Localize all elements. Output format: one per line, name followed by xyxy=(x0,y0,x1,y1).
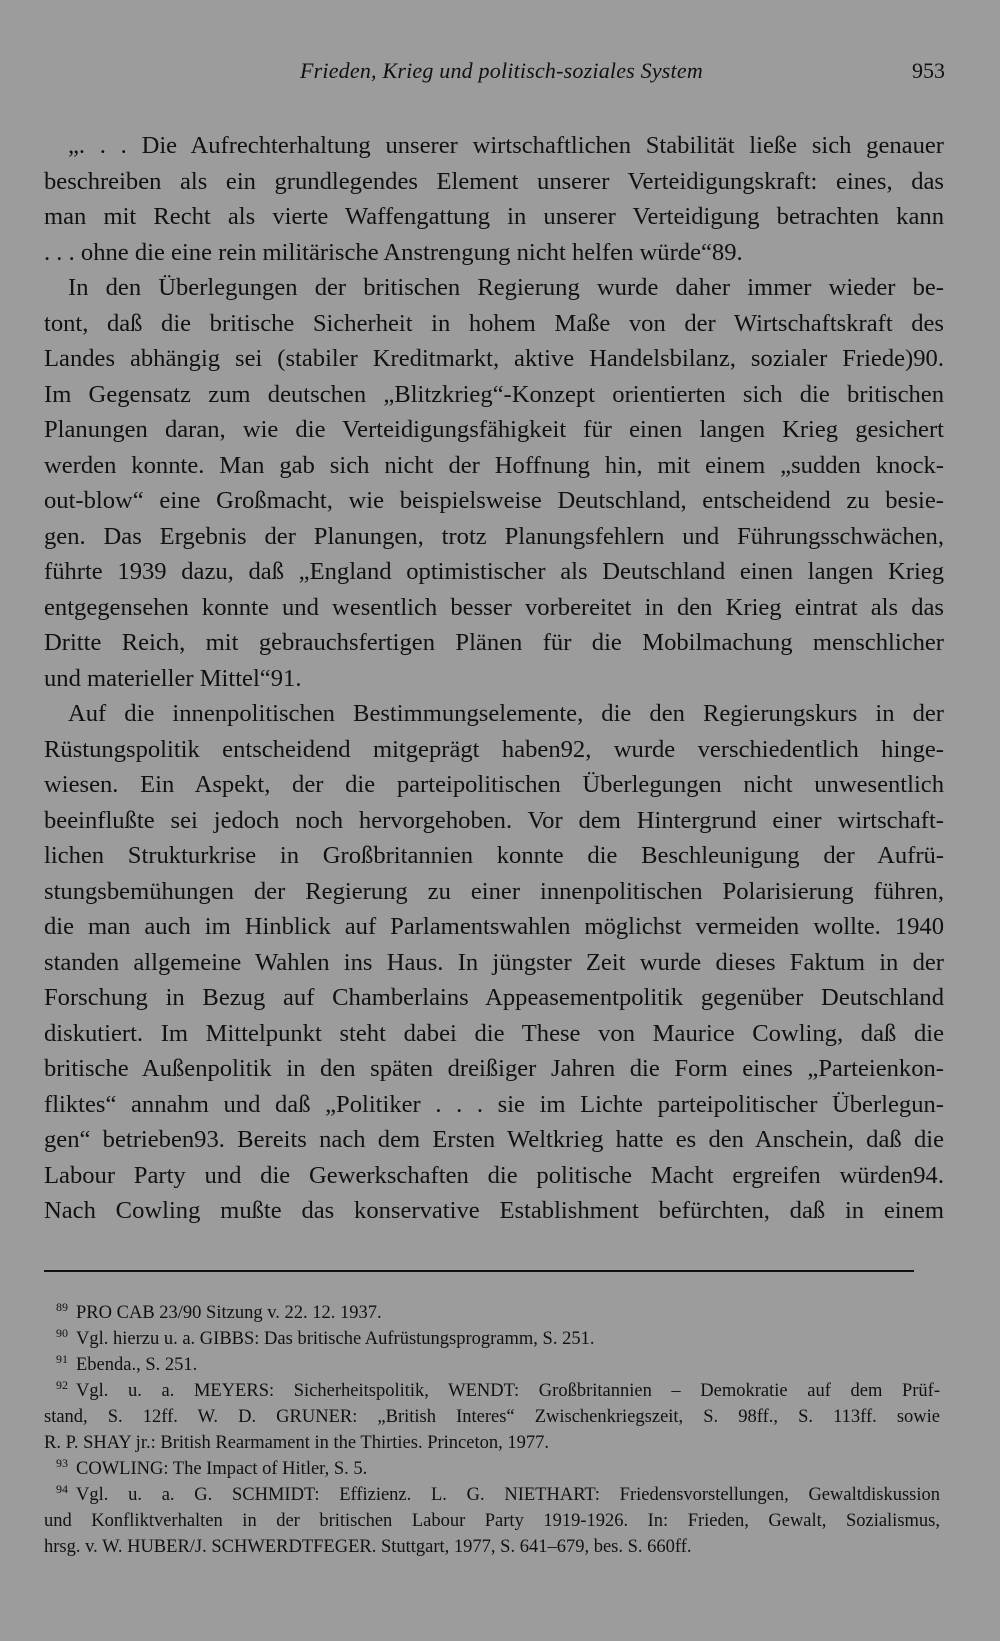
footnote-text: COWLING: The Impact of Hitler, S. 5. xyxy=(76,1459,368,1479)
text-line: gen“ betrieben93. Bereits nach dem Ersten Weltkrieg hatte es den Anschein, daß die xyxy=(44,1126,944,1153)
footnote-text: PRO CAB 23/90 Sitzung v. 22. 12. 1937. xyxy=(76,1303,382,1323)
text-line: standen allgemeine Wahlen ins Haus. In jüngster Zeit wurde dieses Faktum in der xyxy=(44,948,944,976)
text-line: Im Gegensatz zum deutschen „Blitzkrieg“-Konzept orientierten sich die britischen xyxy=(44,380,944,408)
text-line: stungsbemühungen der Regierung zu einer innenpolitischen Polarisierung führen, xyxy=(44,877,944,905)
footnote-line xyxy=(44,1430,940,1456)
text-line: Forschung in Bezug auf Chamberlains Appeasementpolitik gegenüber Deutschland xyxy=(44,984,944,1011)
text-line: „. . . Die Aufrechterhaltung unserer wirtschaftlichen Stabilität ließe sich genauer xyxy=(68,132,944,159)
footnote-text: R. P. SHAY jr.: British Rearmament in the Thirties. Princeton, 1977. xyxy=(44,1433,549,1453)
footnote-text: Ebenda., S. 251. xyxy=(76,1355,198,1375)
text-line: die man auch im Hinblick auf Parlamentswahlen möglichst vermeiden wollte. 1940 xyxy=(44,913,944,940)
running-head xyxy=(0,58,1000,98)
footnote-line xyxy=(44,1378,940,1404)
text-line: führte 1939 dazu, daß „England optimistischer als Deutschland einen langen Krieg xyxy=(44,558,944,585)
text-line: werden konnte. Man gab sich nicht der Hoffnung hin, mit einem „sudden knock- xyxy=(44,451,944,479)
text-line: Auf die innenpolitischen Bestimmungselemente, die den Regierungskurs in der xyxy=(68,700,944,727)
text-line: diskutiert. Im Mittelpunkt steht dabei die These von Maurice Cowling, daß die xyxy=(44,1019,944,1047)
text-line: Planungen daran, wie die Verteidigungsfähigkeit für einen langen Krieg gesichert xyxy=(44,416,944,443)
text-line: Landes abhängig sei (stabiler Kreditmarkt, aktive Handelsbilanz, sozialer Friede)90. xyxy=(44,345,944,372)
text-line: und materieller Mittel“91. xyxy=(44,664,302,692)
footnote-line xyxy=(44,1326,940,1352)
text-line: tont, daß die britische Sicherheit in hohem Maße von der Wirtschaftskraft des xyxy=(44,309,944,337)
footnote-line xyxy=(44,1404,940,1430)
footnote-text: Vgl. u. a. G. SCHMIDT: Effizienz. L. G. NIETHART: Friedensvorstellungen, Gewaltdiskussion xyxy=(76,1485,940,1505)
footnote-line xyxy=(44,1508,940,1534)
body-text xyxy=(44,128,944,1229)
footnote-text: Vgl. u. a. MEYERS: Sicherheitspolitik, WENDT: Großbritannien – Demokratie auf dem Prüf- xyxy=(76,1381,940,1401)
footnotes xyxy=(44,1300,940,1560)
footnote-text: hrsg. v. W. HUBER/J. SCHWERDTFEGER. Stuttgart, 1977, S. 641–679, bes. S. 660ff. xyxy=(44,1537,692,1557)
text-line: beschreiben als ein grundlegendes Element unserer Verteidigungskraft: eines, das xyxy=(44,167,944,195)
text-line: fliktes“ annahm und daß „Politiker . . . sie im Lichte parteipolitischer Überlegun- xyxy=(44,1090,944,1118)
text-line: lichen Strukturkrise in Großbritannien konnte die Beschleunigung der Aufrü- xyxy=(44,842,944,869)
text-line: man mit Recht als vierte Waffengattung in unserer Verteidigung betrachten kann xyxy=(44,203,944,230)
footnote-number: 89 xyxy=(56,1300,68,1314)
text-line: Rüstungspolitik entscheidend mitgeprägt haben92, wurde verschiedentlich hinge- xyxy=(44,735,944,763)
text-line: gen. Das Ergebnis der Planungen, trotz Planungsfehlern und Führungsschwächen, xyxy=(44,522,944,550)
text-line: wiesen. Ein Aspekt, der die parteipolitischen Überlegungen nicht unwesentlich xyxy=(44,771,944,798)
text-line: In den Überlegungen der britischen Regierung wurde daher immer wieder be- xyxy=(68,274,944,301)
footnote-line xyxy=(44,1352,940,1378)
footnote-line xyxy=(44,1482,940,1508)
footnote-text: und Konfliktverhalten in der britischen Labour Party 1919-1926. In: Frieden, Gewalt, Sozialismus, xyxy=(44,1511,940,1531)
footnote-text: stand, S. 12ff. W. D. GRUNER: „British Interes“ Zwischenkriegszeit, S. 98ff., S. 113ff. sowie xyxy=(44,1407,940,1427)
footnote-line xyxy=(44,1534,940,1560)
running-title: Frieden, Krieg und politisch-soziales System xyxy=(300,58,703,83)
page-number: 953 xyxy=(912,58,945,83)
text-line: . . . ohne die eine rein militärische Anstrengung nicht helfen würde“89. xyxy=(44,238,743,266)
footnote-number: 94 xyxy=(56,1482,68,1496)
text-line: Nach Cowling mußte das konservative Establishment befürchten, daß in einem xyxy=(44,1197,944,1224)
text-line: entgegensehen konnte und wesentlich besser vorbereitet in den Krieg eintrat als das xyxy=(44,593,944,621)
text-line: out-blow“ eine Großmacht, wie beispielsweise Deutschland, entscheidend zu besie- xyxy=(44,487,944,514)
footnote-divider xyxy=(44,1270,914,1272)
footnote-number: 91 xyxy=(56,1352,68,1366)
footnote-number: 92 xyxy=(56,1378,68,1392)
footnote-line xyxy=(44,1456,940,1482)
footnote-number: 93 xyxy=(56,1456,68,1470)
footnote-number: 90 xyxy=(56,1326,68,1340)
text-line: beeinflußte sei jedoch noch hervorgehoben. Vor dem Hintergrund einer wirtschaft- xyxy=(44,806,944,834)
footnote-line xyxy=(44,1300,940,1326)
text-line: Labour Party und die Gewerkschaften die politische Macht ergreifen würden94. xyxy=(44,1161,944,1189)
text-line: britische Außenpolitik in den späten dreißiger Jahren die Form eines „Parteienkon- xyxy=(44,1055,944,1082)
footnote-text: Vgl. hierzu u. a. GIBBS: Das britische Aufrüstungsprogramm, S. 251. xyxy=(76,1329,595,1349)
text-line: Dritte Reich, mit gebrauchsfertigen Plänen für die Mobilmachung menschlicher xyxy=(44,629,944,656)
